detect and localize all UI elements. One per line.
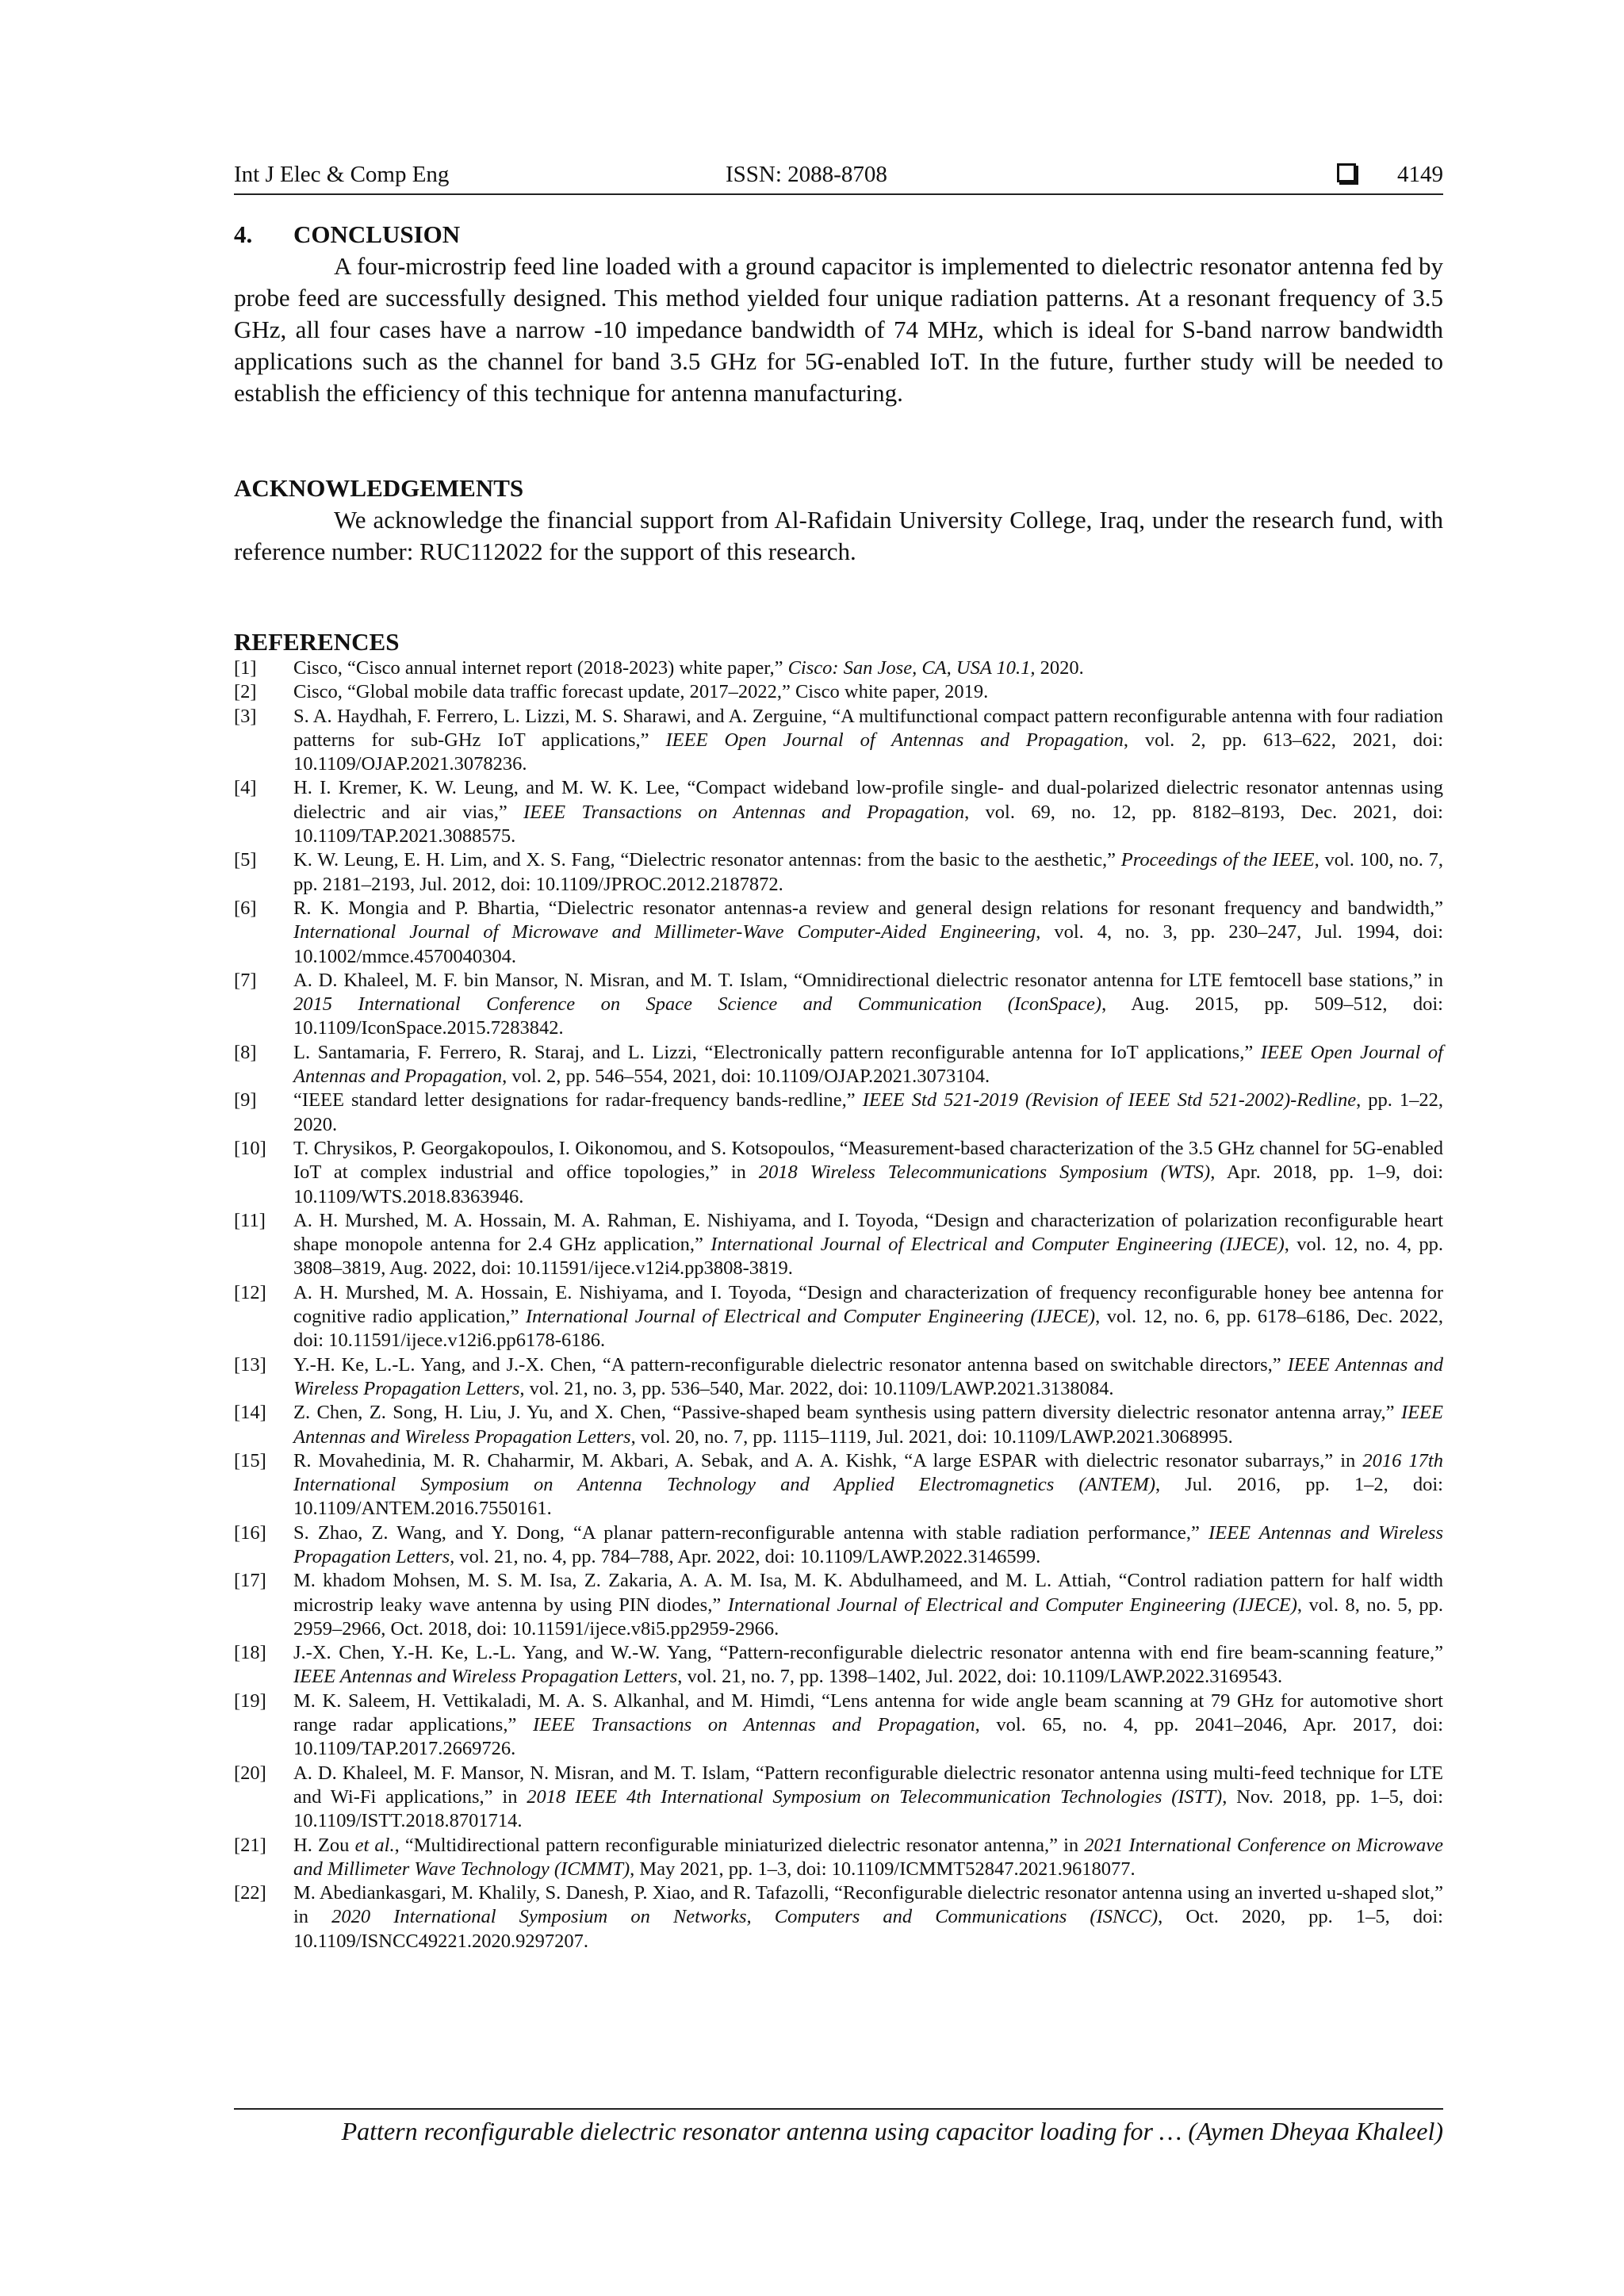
reference-venue: IEEE Antennas and Wireless Propagation Letters [293, 1521, 1443, 1567]
reference-item [234, 1089, 1443, 1137]
reference-item [234, 1353, 1443, 1402]
reference-text [293, 1281, 1443, 1353]
reference-text [293, 969, 1443, 1041]
conclusion-heading [234, 219, 460, 251]
reference-item [234, 1569, 1443, 1641]
reference-venue: International Journal of Electrical and Computer Engineering (IJECE) [525, 1306, 1096, 1328]
reference-fragment: R. K. Mongia and P. Bhartia, “Dielectric resonator antennas-a review and general design relations for resonant frequency and bandwidth,” [293, 897, 1443, 919]
acknowledgements-paragraph: We acknowledge the financial support from Al-Rafidain University College, Iraq, under the research fund, with reference number: RUC112022 for the support of this research. [234, 506, 1443, 565]
reference-number: [2] [234, 681, 257, 703]
reference-fragment: Cisco, “Global mobile data traffic forecast update, 2017–2022,” Cisco white paper, 2019. [293, 681, 989, 703]
reference-venue: IEEE Open Journal of Antennas and Propagation [293, 1041, 1443, 1088]
reference-text [293, 897, 1443, 969]
reference-fragment: 2020. [1035, 657, 1084, 679]
reference-number: [1] [234, 657, 257, 679]
reference-text [293, 1089, 1443, 1137]
reference-number: [16] [234, 1521, 266, 1544]
reference-item [234, 1449, 1443, 1521]
reference-fragment: , “Multidirectional pattern reconfigurable miniaturized dielectric resonator antenna,” in [394, 1834, 1085, 1856]
reference-text [293, 1881, 1443, 1954]
reference-venue: IEEE Antennas and Wireless Propagation Letters [293, 1666, 678, 1688]
reference-fragment: , vol. 2, pp. 546–554, 2021, doi: 10.1109/OJAP.2021.3073104. [502, 1066, 990, 1088]
reference-item [234, 848, 1443, 897]
reference-venue: 2021 International Conference on Microwave and Millimeter Wave Technology (ICMMT) [293, 1834, 1443, 1880]
reference-venue: IEEE Transactions on Antennas and Propagation [532, 1714, 975, 1736]
reference-text [293, 1521, 1443, 1570]
reference-text [293, 848, 1443, 897]
reference-fragment: J.-X. Chen, Y.-H. Ke, L.-L. Yang, and W.-W. Yang, “Pattern-reconfigurable dielectric resonator antenna with end fire beam-scanning feature,” [293, 1642, 1443, 1664]
reference-item [234, 1041, 1443, 1089]
reference-number: [15] [234, 1449, 266, 1471]
reference-fragment: M. K. Saleem, H. Vettikaladi, M. A. S. Alkanhal, and M. Himdi, “Lens antenna for wide angle beam scanning at 79 GHz for automotive short range radar applications,” [293, 1689, 1443, 1736]
reference-fragment: , vol. 8, no. 5, pp. 2959–2966, Oct. 2018, doi: 10.11591/ijece.v8i5.pp2959-2966. [293, 1594, 1444, 1640]
reference-fragment: , May 2021, pp. 1–3, doi: 10.1109/ICMMT52847.2021.9618077. [630, 1858, 1136, 1880]
reference-text [293, 1834, 1443, 1882]
reference-fragment: , vol. 20, no. 7, pp. 1115–1119, Jul. 2021, doi: 10.1109/LAWP.2021.3068995. [630, 1425, 1233, 1448]
reference-fragment: Y.-H. Ke, L.-L. Yang, and J.-X. Chen, “A pattern-reconfigurable dielectric resonator antenna based on switchable directors,” [293, 1353, 1288, 1376]
reference-fragment: M. Abediankasgari, M. Khalily, S. Danesh, P. Xiao, and R. Tafazolli, “Reconfigurable dielectric resonator antenna using an inverted u-shaped slot,” in [293, 1882, 1443, 1928]
section-title: ACKNOWLEDGEMENTS [234, 474, 524, 502]
reference-number: [14] [234, 1402, 266, 1424]
reference-number: [9] [234, 1089, 257, 1112]
reference-fragment: H. Zou [293, 1834, 355, 1856]
reference-fragment: , vol. 65, no. 4, pp. 2041–2046, Apr. 2017, doi: 10.1109/TAP.2017.2669726. [293, 1714, 1443, 1760]
reference-fragment: S. Zhao, Z. Wang, and Y. Dong, “A planar pattern-reconfigurable antenna with stable radiation performance,” [293, 1521, 1209, 1544]
footer-divider [234, 2108, 1443, 2110]
reference-item [234, 1137, 1443, 1209]
reference-fragment: , vol. 2, pp. 613–622, 2021, doi: 10.1109/OJAP.2021.3078236. [293, 729, 1443, 775]
reference-number: [17] [234, 1570, 266, 1592]
reference-fragment: M. khadom Mohsen, M. S. M. Isa, Z. Zakaria, A. A. M. Isa, M. K. Abdulhameed, and M. L. Attiah, “Control radiation pattern for half width microstrip leaky wave antenna by using PIN diodes,” [293, 1570, 1443, 1616]
reference-item [234, 1209, 1443, 1281]
reference-fragment: H. I. Kremer, K. W. Leung, and M. W. K. Lee, “Compact wideband low-profile single- and dual-polarized dielectric resonator antennas using dielectric and air vias,” [293, 777, 1443, 823]
reference-number: [4] [234, 777, 257, 799]
reference-number: [3] [234, 705, 257, 727]
reference-text [293, 1641, 1443, 1689]
reference-item [234, 1521, 1443, 1570]
reference-fragment: , Oct. 2020, pp. 1–5, doi: 10.1109/ISNCC49221.2020.9297207. [293, 1906, 1443, 1952]
reference-text [293, 1137, 1443, 1209]
conclusion-paragraph: A four-microstrip feed line loaded with a ground capacitor is implemented to dielectric resonator antenna fed by probe feed are successfully designed. This method yielded four unique radiation patterns. At a resonant frequency of 3.5 GHz, all four cases have a narrow -10 impedance bandwidth of 74 MHz, which is ideal for S-band narrow bandwidth applications such as the channel for band 3.5 GHz for 5G-enabled IoT. In the future, further study will be needed to establish the efficiency of this technique for antenna manufacturing. [234, 252, 1443, 407]
reference-item [234, 1762, 1443, 1834]
reference-number: [13] [234, 1353, 266, 1376]
issn: ISSN: 2088-8708 [726, 162, 887, 187]
reference-text [293, 705, 1443, 777]
reference-venue: et al. [354, 1834, 395, 1856]
reference-text [293, 656, 1443, 680]
reference-item [234, 776, 1443, 848]
running-footer: Pattern reconfigurable dielectric resonator antenna using capacitor loading for … (Aymen Dheyaa Khaleel) [341, 2117, 1443, 2145]
reference-fragment: , vol. 21, no. 4, pp. 784–788, Apr. 2022, doi: 10.1109/LAWP.2022.3146599. [450, 1545, 1041, 1567]
reference-number: [20] [234, 1762, 266, 1784]
reference-fragment: Z. Chen, Z. Song, H. Liu, J. Yu, and X. Chen, “Passive-shaped beam synthesis using pattern diversity dielectric resonator antenna array,” [293, 1402, 1401, 1424]
reference-text [293, 680, 1443, 704]
reference-number: [8] [234, 1041, 257, 1063]
journal-name: Int J Elec & Comp Eng [234, 162, 450, 187]
reference-text [293, 1689, 1443, 1762]
reference-item [234, 1689, 1443, 1762]
section-number: 4. [234, 220, 253, 248]
checkbox-square-icon [1337, 163, 1356, 182]
reference-number: [21] [234, 1834, 266, 1856]
reference-venue: Cisco: San Jose, CA, USA 10.1, [787, 657, 1036, 679]
reference-fragment: A. H. Murshed, M. A. Hossain, M. A. Rahman, E. Nishiyama, and I. Toyoda, “Design and characterization of polarization reconfigurable heart shape monopole antenna for 2.4 GHz application,” [293, 1209, 1443, 1256]
reference-venue: 2020 International Symposium on Networks, Computers and Communications (ISNCC) [331, 1906, 1159, 1928]
reference-text [293, 1449, 1443, 1521]
reference-fragment: , Aug. 2015, pp. 509–512, doi: 10.1109/IconSpace.2015.7283842. [293, 993, 1443, 1039]
reference-fragment: “IEEE standard letter designations for radar-frequency bands-redline,” [293, 1089, 863, 1112]
reference-fragment: , Nov. 2018, pp. 1–5, doi: 10.1109/ISTT.2018.8701714. [293, 1785, 1444, 1832]
reference-text [293, 1041, 1443, 1089]
reference-fragment: , Apr. 2018, pp. 1–9, doi: 10.1109/WTS.2018.8363946. [293, 1161, 1444, 1207]
reference-venue: 2015 International Conference on Space Science and Communication (IconSpace) [293, 993, 1102, 1016]
reference-item [234, 1401, 1443, 1449]
reference-number: [19] [234, 1689, 266, 1712]
reference-fragment: , vol. 12, no. 6, pp. 6178–6186, Dec. 2022, doi: 10.11591/ijece.v12i6.pp6178-6186. [293, 1306, 1444, 1352]
reference-fragment: L. Santamaria, F. Ferrero, R. Staraj, and L. Lizzi, “Electronically pattern reconfigurable antenna for IoT applications,” [293, 1041, 1261, 1063]
section-title: CONCLUSION [293, 220, 461, 248]
page-number-group [1337, 155, 1443, 193]
reference-fragment: Cisco, “Cisco annual internet report (2018-2023) white paper,” [293, 657, 788, 679]
reference-fragment: , Jul. 2016, pp. 1–2, doi: 10.1109/ANTEM.2016.7550161. [293, 1474, 1443, 1520]
reference-item [234, 1881, 1443, 1954]
reference-fragment: A. H. Murshed, M. A. Hossain, E. Nishiyama, and I. Toyoda, “Design and characterization of frequency reconfigurable honey bee antenna for cognitive radio application,” [293, 1281, 1443, 1328]
reference-text [293, 1762, 1443, 1834]
reference-fragment: A. D. Khaleel, M. F. Mansor, N. Misran, and M. T. Islam, “Pattern reconfigurable dielectric resonator antenna using multi-feed technique for LTE and Wi-Fi applications,” in [293, 1762, 1443, 1808]
reference-text [293, 1353, 1443, 1402]
reference-item [234, 969, 1443, 1041]
reference-venue: IEEE Antennas and Wireless Propagation Letters [293, 1353, 1444, 1399]
reference-fragment: T. Chrysikos, P. Georgakopoulos, I. Oikonomou, and S. Kotsopoulos, “Measurement-based characterization of the 3.5 GHz channel for 5G-enabled IoT at complex industrial and office topologies,” in [293, 1137, 1443, 1184]
reference-number: [22] [234, 1882, 266, 1904]
reference-fragment: A. D. Khaleel, M. F. bin Mansor, N. Misran, and M. T. Islam, “Omnidirectional dielectric resonator antenna for LTE femtocell base stations,” in [293, 969, 1443, 991]
reference-number: [11] [234, 1209, 266, 1231]
reference-venue: 2018 IEEE 4th International Symposium on Telecommunication Technologies (ISTT) [527, 1785, 1223, 1808]
reference-venue: 2016 17th International Symposium on Antenna Technology and Applied Electromagnetics (ANTEM) [293, 1449, 1443, 1496]
reference-fragment: , pp. 1–22, 2020. [293, 1089, 1444, 1135]
reference-number: [12] [234, 1281, 266, 1303]
reference-list [234, 656, 1443, 1954]
reference-item [234, 1641, 1443, 1689]
reference-fragment: , vol. 4, no. 3, pp. 230–247, Jul. 1994, doi: 10.1002/mmce.4570040304. [293, 921, 1444, 967]
reference-number: [6] [234, 897, 257, 919]
reference-number: [10] [234, 1137, 266, 1159]
reference-venue: International Journal of Microwave and Millimeter-Wave Computer-Aided Engineering [293, 921, 1036, 943]
reference-venue: 2018 Wireless Telecommunications Symposium (WTS) [758, 1161, 1211, 1184]
reference-fragment: , vol. 21, no. 3, pp. 536–540, Mar. 2022, doi: 10.1109/LAWP.2021.3138084. [519, 1377, 1114, 1399]
reference-venue: IEEE Std 521-2019 (Revision of IEEE Std 521-2002)-Redline [862, 1089, 1357, 1112]
reference-venue: IEEE Transactions on Antennas and Propagation [523, 801, 965, 823]
reference-item [234, 1281, 1443, 1353]
running-header [234, 155, 1443, 195]
reference-fragment: S. A. Haydhah, F. Ferrero, L. Lizzi, M. S. Sharawi, and A. Zerguine, “A multifunctional compact pattern reconfigurable antenna with four radiation patterns for sub-GHz IoT applications,” [293, 705, 1443, 751]
reference-fragment: , vol. 69, no. 12, pp. 8182–8193, Dec. 2021, doi: 10.1109/TAP.2021.3088575. [293, 801, 1443, 848]
reference-item [234, 897, 1443, 969]
reference-venue: International Journal of Electrical and Computer Engineering (IJECE) [710, 1234, 1285, 1256]
acknowledgements-heading [234, 473, 523, 504]
reference-text [293, 1569, 1443, 1641]
reference-text [293, 1401, 1443, 1449]
reference-item [234, 680, 1443, 704]
reference-number: [5] [234, 849, 257, 871]
section-title: REFERENCES [234, 628, 400, 656]
reference-fragment: R. Movahedinia, M. R. Chaharmir, M. Akbari, A. Sebak, and A. A. Kishk, “A large ESPAR with dielectric resonator subarrays,” in [293, 1449, 1363, 1471]
reference-text [293, 1209, 1443, 1281]
reference-fragment: , vol. 12, no. 4, pp. 3808–3819, Aug. 2022, doi: 10.11591/ijece.v12i4.pp3808-3819. [293, 1234, 1443, 1280]
reference-fragment: , vol. 100, no. 7, pp. 2181–2193, Jul. 2012, doi: 10.1109/JPROC.2012.2187872. [293, 849, 1443, 895]
reference-text [293, 776, 1443, 848]
references-heading [234, 626, 399, 658]
reference-fragment: K. W. Leung, E. H. Lim, and X. S. Fang, “Dielectric resonator antennas: from the basic to the aesthetic,” [293, 849, 1121, 871]
reference-number: [18] [234, 1642, 266, 1664]
reference-number: [7] [234, 969, 257, 991]
reference-venue: Proceedings of the IEEE [1120, 849, 1315, 871]
reference-item [234, 1834, 1443, 1882]
reference-venue: IEEE Antennas and Wireless Propagation Letters [293, 1402, 1443, 1448]
reference-venue: IEEE Open Journal of Antennas and Propagation [665, 729, 1124, 751]
reference-fragment: , vol. 21, no. 7, pp. 1398–1402, Jul. 2022, doi: 10.1109/LAWP.2022.3169543. [677, 1666, 1283, 1688]
reference-item [234, 656, 1443, 680]
page-number: 4149 [1397, 162, 1443, 187]
reference-item [234, 705, 1443, 777]
reference-venue: International Journal of Electrical and Computer Engineering (IJECE) [727, 1594, 1297, 1616]
